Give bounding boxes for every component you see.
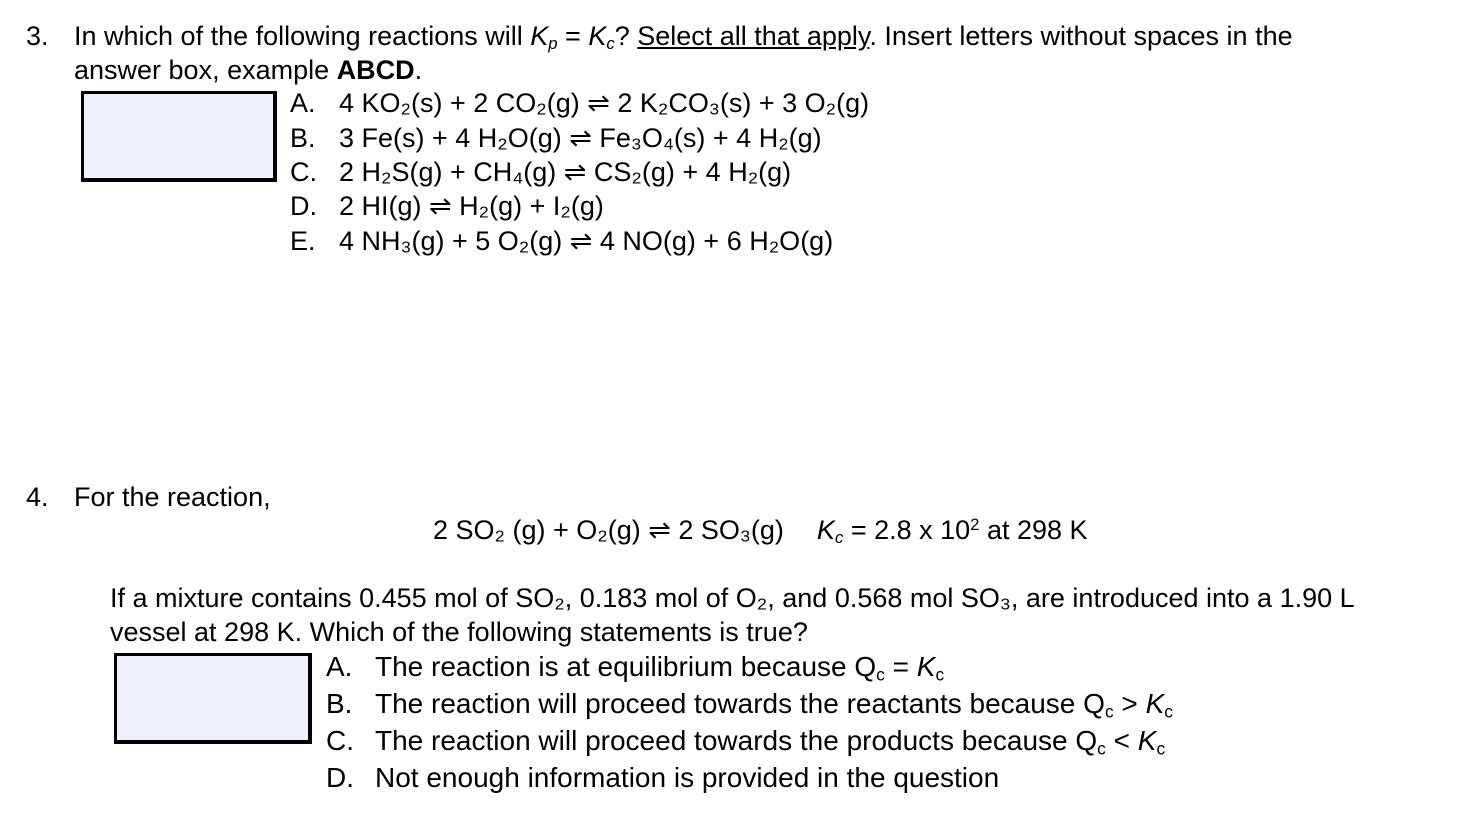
q3-question-line2 [74,53,422,87]
q4-option-a: A. The reaction is at equilibrium because $Q_c = K_c$ [326,651,945,685]
option-text: 2 HI(g) ⇌ H₂(g) + I₂(g) [339,191,604,221]
q4-option-c: C. The reaction will proceed towards the products because $Q_c < K_c$ [326,725,1166,759]
q4-answer-box[interactable] [114,653,312,744]
q4-option-b: B. The reaction will proceed towards the reactants because $Q_c > K_c$ [326,688,1173,722]
q3-option-d [290,189,604,223]
q3-text-a: In which of the following reactions will [74,21,531,51]
q3-option-a [290,86,869,120]
option-letter: D. [290,191,317,221]
q4-option-d [326,761,999,795]
q4-intro: For the reaction, [74,482,271,512]
option-text: 4 NH₃(g) + 5 O₂(g) ⇌ 4 NO(g) + 6 H₂O(g) [339,226,834,256]
kp-symbol: $K_p$ [530,21,558,54]
q3-qmark: ? [614,21,638,51]
option-text: Not enough information is provided in the question [375,762,1000,793]
q4-body-line1: If a mixture contains 0.455 mol of SO₂, 0.183 mol of O₂, and 0.568 mol SO₃, are introduced into a 1.90 L [110,583,1355,613]
option-letter: B. [290,123,316,153]
q3-equals: = [557,21,589,51]
option-letter: C. [290,157,317,187]
q3-question-line1 [74,19,1293,53]
q3-option-c [290,155,791,189]
option-letter: A. [290,88,316,118]
option-text: 3 Fe(s) + 4 H₂O(g) ⇌ Fe₃O₄(s) + 4 H₂(g) [339,123,822,153]
q3-option-b [290,121,822,155]
q4-number: 4. [26,482,49,512]
q3-number: 3. [26,21,49,51]
option-letter: C. [326,725,354,756]
kc-symbol: $K_c$ [588,21,615,54]
option-letter: D. [326,762,354,793]
option-letter: A. [326,651,353,682]
q4-body-line2: vessel at 298 K. Which of the following statements is true? [110,617,808,647]
kc-value: = 2.8 x $10^2$ at 298 K [843,514,1088,545]
option-text: 2 H₂S(g) + CH₄(g) ⇌ CS₂(g) + 4 H₂(g) [339,157,792,187]
q4-reaction: 2 SO₂ (g) + O₂(g) ⇌ 2 SO₃(g) [433,515,784,545]
q3-text-c: answer box, example [74,55,337,85]
option-text: The reaction is at equilibrium because Q [375,651,877,682]
option-letter: B. [326,688,353,719]
option-text: The reaction will proceed towards the products because Q [375,725,1098,756]
option-text: The reaction will proceed towards the reactants because Q [375,688,1105,719]
q3-answer-box[interactable] [81,91,277,182]
option-text: 4 KO₂(s) + 2 CO₂(g) ⇌ 2 K₂CO₃(s) + 3 O₂(g) [339,88,870,118]
q3-option-e [290,224,833,258]
q4-reaction-line [433,513,1088,547]
q3-text-b: . Insert letters without spaces in the [869,21,1293,51]
select-all-instruction: Select all that apply [637,21,870,51]
q3-text-d: . [414,55,423,85]
option-letter: E. [290,226,316,256]
kc-symbol: $K_c$ [816,515,844,548]
q3-example: ABCD [336,55,415,85]
